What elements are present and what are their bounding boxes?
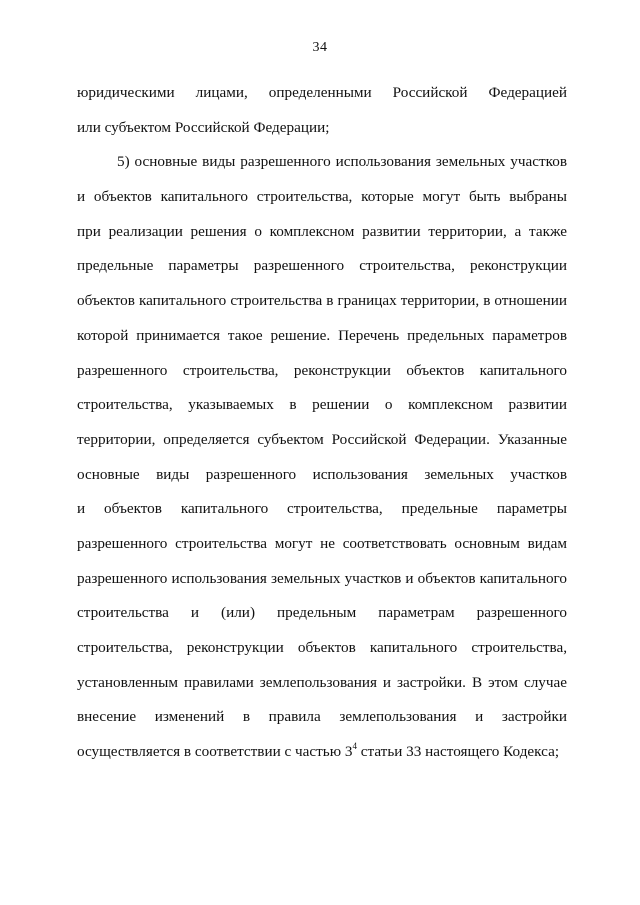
text-line: разрешенного строительства могут не соответствовать основным видам (77, 534, 567, 552)
text-line: и объектов капитального строительства, предельные параметры (77, 500, 567, 518)
text-line: предельные параметры разрешенного строительства, реконструкции (77, 257, 567, 275)
text-line: территории, определяется субъектом Российской Федерации. Указанные (77, 430, 567, 448)
text-line: разрешенного строительства, реконструкции объектов капитального (77, 361, 567, 379)
text-line: и объектов капитального строительства, которые могут быть выбраны (77, 188, 567, 206)
last-text-line (77, 735, 567, 770)
last-line-before: осуществляется в соответствии с частью 3 (77, 743, 353, 761)
text-line: установленным правилами землепользования и застройки. В этом случае (77, 673, 567, 691)
text-line: или субъектом Российской Федерации; (77, 118, 330, 136)
document-body (77, 76, 567, 770)
text-line: юридическими лицами, определенными Российской Федерацией (77, 84, 567, 101)
text-line: разрешенного использования земельных участков и объектов капитального (77, 569, 567, 587)
page-number: 34 (312, 40, 328, 55)
text-line: строительства и (или) предельным параметрам разрешенного (77, 604, 567, 622)
text-line: при реализации решения о комплексном развитии территории, а также (77, 222, 567, 240)
text-line: внесение изменений в правила землепользования и застройки (77, 708, 567, 726)
text-line: строительства, указываемых в решении о комплексном развитии (77, 396, 567, 414)
text-line: основные виды разрешенного использования земельных участков (77, 465, 567, 483)
text-line: строительства, реконструкции объектов капитального строительства, (77, 639, 567, 656)
list-item-5-first-line: 5) основные виды разрешенного использования земельных участков (117, 153, 567, 171)
text-line: которой принимается такое решение. Перечень предельных параметров (77, 326, 567, 344)
last-line-after: статьи 33 настоящего Кодекса; (356, 743, 560, 761)
superscript-4: 4 (352, 741, 357, 752)
text-line: объектов капитального строительства в границах территории, в отношении (77, 292, 567, 310)
